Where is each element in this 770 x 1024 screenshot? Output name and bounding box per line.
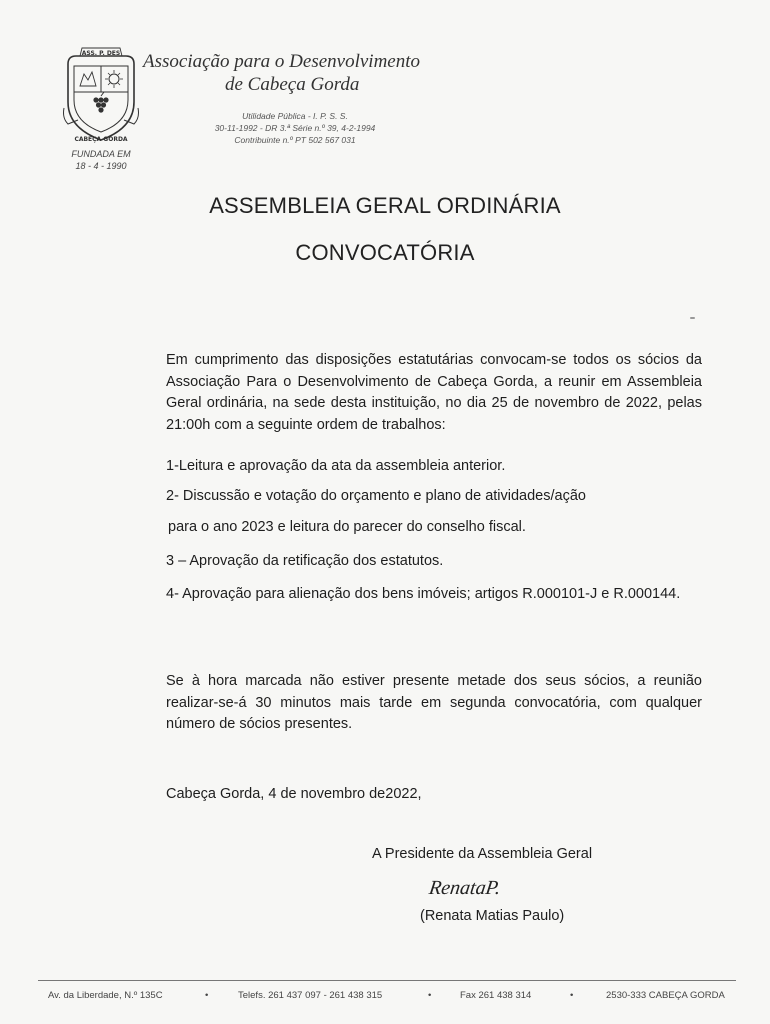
- quorum-paragraph: Se à hora marcada não estiver presente metade dos seus sócios, a reunião realizar-se-á 30 minutos mais tarde em segunda convocatória, com qualquer número de sócios presentes.: [166, 673, 702, 732]
- agenda-item-2-continued: para o ano 2023 e leitura do parecer do conselho fiscal.: [168, 519, 526, 535]
- footer-bullet: •: [205, 990, 209, 1001]
- footer-bullet: •: [570, 990, 574, 1001]
- footer-bullet: •: [428, 990, 432, 1001]
- signature-scrawl: RenataP.: [428, 877, 502, 899]
- footer-phone: Telefs. 261 437 097 - 261 438 315: [238, 990, 383, 1001]
- document-title: ASSEMBLEIA GERAL ORDINÁRIA: [209, 193, 561, 218]
- footer-contacts: [48, 990, 738, 1006]
- registration-line3: Contribuinte n.º PT 502 567 031: [234, 135, 356, 145]
- document-subtitle: CONVOCATÓRIA: [295, 240, 475, 265]
- agenda-item-1: 1-Leitura e aprovação da ata da assembleia anterior.: [166, 458, 506, 474]
- founded-value: 18 - 4 - 1990: [75, 161, 127, 171]
- organization-registration: [200, 110, 390, 146]
- handwritten-signature: [428, 868, 538, 906]
- agenda-item-3: 3 – Aprovação da retificação dos estatutos.: [166, 553, 444, 569]
- place-and-date: Cabeça Gorda, 4 de novembro de2022,: [166, 786, 422, 802]
- footer-address: Av. da Liberdade, N.º 135C: [48, 990, 163, 1001]
- footer-fax: Fax 261 438 314: [460, 990, 532, 1001]
- signatory-role: A Presidente da Assembleia Geral: [372, 846, 593, 862]
- signatory-name: (Renata Matias Paulo): [420, 908, 565, 924]
- founded-label: FUNDADA EM: [71, 149, 131, 159]
- association-crest-logo: [58, 44, 144, 144]
- organization-name-line1: Associação para o Desenvolvimento: [143, 51, 421, 72]
- registration-line2: 30-11-1992 - DR 3.ª Série n.º 39, 4-2-1994: [214, 123, 376, 133]
- footer-divider: [38, 980, 736, 981]
- founded-date: [58, 148, 144, 172]
- logo-top-text: ASS. P. DES: [81, 50, 121, 57]
- scan-mark: [690, 317, 695, 319]
- organization-name: [143, 50, 473, 96]
- intro-paragraph: Em cumprimento das disposições estatutárias convocam-se todos os sócios da Associação Para o Desenvolvimento de Cabeça Gorda, a reunir em Assembleia Geral ordinária, na sede desta instituição, no dia 25 de novembro de 2022, pelas 21:00h com a seguinte ordem de trabalhos:: [166, 352, 702, 433]
- organization-name-line2: de Cabeça Gorda: [225, 74, 360, 95]
- registration-line1: Utilidade Pública - I. P. S. S.: [242, 111, 348, 121]
- footer-postal: 2530-333 CABEÇA GORDA: [606, 990, 725, 1001]
- agenda-item-2: 2- Discussão e votação do orçamento e plano de atividades/ação: [166, 488, 586, 504]
- agenda-item-4: 4- Aprovação para alienação dos bens imóveis; artigos R.000101-J e R.000144.: [166, 586, 681, 602]
- logo-bottom-text: CABEÇA GORDA: [74, 136, 128, 143]
